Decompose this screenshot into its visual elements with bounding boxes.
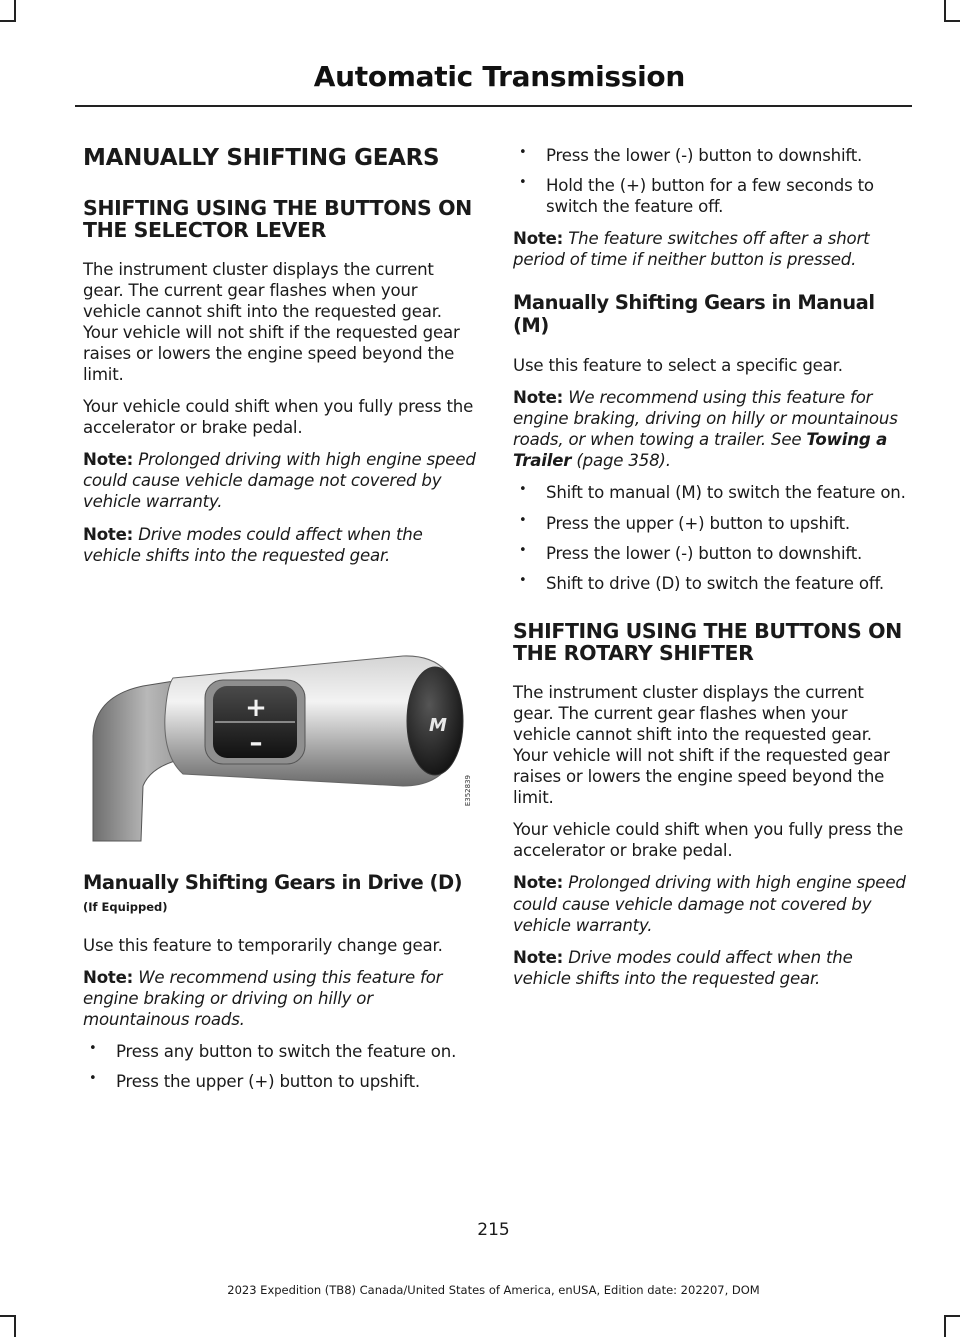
if-equipped-label: (If Equipped) [83,900,168,915]
note-paragraph [513,947,908,989]
note-paragraph [513,387,908,471]
note-paragraph [83,967,478,1030]
body-paragraph: Use this feature to temporarily change gear. [83,935,443,955]
list-item: • Hold the (+) button for a few seconds to switch the feature off. [513,175,908,217]
list-item: • Press any button to switch the feature on. [83,1041,478,1062]
subsection-heading: Manually Shifting Gears in Manual (M) [513,291,875,337]
body-paragraph: Use this feature to select a specific gear. [513,356,843,376]
crop-mark [14,1315,16,1337]
list-item: • Press the lower (-) button to downshift. [513,543,908,564]
note-text: Drive modes could affect when the vehicle shifts into the requested gear. [513,947,853,988]
note-label: Note: [83,967,134,987]
bullet-list [513,482,908,593]
note-paragraph [83,449,478,512]
note-text: Drive modes could affect when the vehicle shifts into the requested gear. [83,524,423,565]
note-label: Note: [513,388,564,408]
note-text: Prolonged driving with high engine speed could cause vehicle damage not covered by vehicle warranty. [83,450,476,512]
list-item: • Press the upper (+) button to upshift. [83,1071,478,1092]
bullet-list [83,1041,478,1092]
crop-mark [0,1315,16,1317]
list-item: • Press the lower (-) button to downshift. [513,145,908,166]
plus-button-label: + [245,692,267,723]
note-label: Note: [513,873,564,893]
body-paragraph: Your vehicle could shift when you fully press the accelerator or brake pedal. [513,820,904,861]
body-paragraph: Your vehicle could shift when you fully press the accelerator or brake pedal. [83,397,474,438]
body-paragraph: The instrument cluster displays the current gear. The current gear flashes when your vehicle cannot shift into the requested gear. Your vehicle will not shift if the requested gear raises or lowers the engine speed beyond the limit. [513,682,890,808]
selector-lever-illustration [83,586,478,846]
left-column [83,145,478,1103]
bullet-list [513,145,908,217]
crop-mark [944,20,960,22]
note-paragraph [513,872,908,935]
header-rule [75,105,912,107]
note-label: Note: [513,229,564,249]
note-text: The feature switches off after a short period of time if neither button is pressed. [513,229,870,270]
crop-mark [14,0,16,22]
section-heading: MANUALLY SHIFTING GEARS [83,145,440,171]
note-text: We recommend using this feature for engine braking or driving on hilly or mountainous roads. [83,967,443,1029]
note-label: Note: [83,524,134,544]
note-text: (page 358). [571,451,671,471]
selector-lever-figure [83,586,478,846]
subsection-heading: SHIFTING USING THE BUTTONS ON THE ROTARY SHIFTER [513,618,902,665]
list-item: • Shift to drive (D) to switch the feature off. [513,573,908,594]
right-column [513,145,908,1000]
note-text: Prolonged driving with high engine speed could cause vehicle damage not covered by vehicle warranty. [513,873,906,935]
page-footer: 2023 Expedition (TB8) Canada/United States of America, enUSA, Edition date: 202207, DOM [227,1283,760,1297]
subsection-heading [83,872,478,917]
list-item: • Press the upper (+) button to upshift. [513,513,908,534]
crop-mark [944,0,946,22]
body-paragraph: The instrument cluster displays the current gear. The current gear flashes when your vehicle cannot shift into the requested gear. Your vehicle will not shift if the requested gear raises or lowers the engine speed beyond the limit. [83,259,460,385]
list-item: • Shift to manual (M) to switch the feature on. [513,482,908,503]
crop-mark [944,1315,960,1317]
figure-code: E352839 [464,774,472,806]
note-label: Note: [513,947,564,967]
minus-button-label: – [249,727,263,758]
note-paragraph [83,524,478,566]
note-paragraph [513,228,908,270]
crop-mark [944,1315,946,1337]
page-number: 215 [477,1220,510,1240]
heading-text: Manually Shifting Gears in Drive (D) [83,870,463,894]
note-label: Note: [83,450,134,470]
note-text: We recommend using this feature for engine braking, driving on hilly or mountainous roads, or when towing a trailer. See [513,388,898,450]
subsection-heading: SHIFTING USING THE BUTTONS ON THE SELECTOR LEVER [83,195,472,242]
crop-mark [0,20,16,22]
page-header-title: Automatic Transmission [313,60,685,93]
manual-button-label: M [429,714,447,736]
cross-reference-link[interactable]: Towing a Trailer [513,430,888,471]
